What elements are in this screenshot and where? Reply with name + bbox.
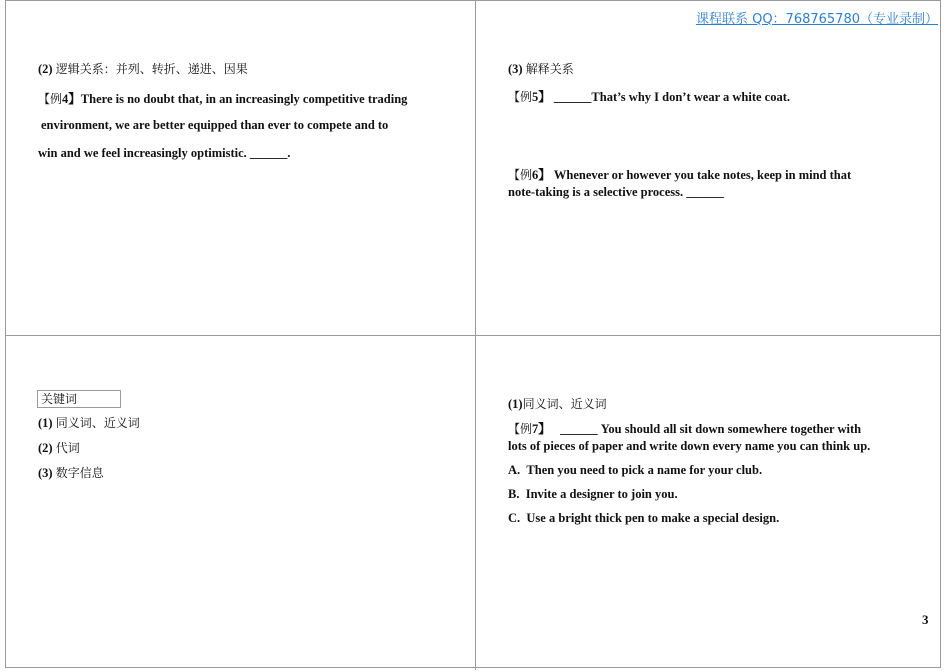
- item-text: 代词: [55, 441, 80, 455]
- page-number: 3: [922, 612, 929, 627]
- keyword-item: [38, 464, 104, 481]
- heading-number: (1): [508, 397, 523, 411]
- example-6-line-1: [508, 165, 851, 183]
- explanation-heading: [508, 60, 574, 77]
- example-text: ______ You should all sit down somewhere together with: [560, 422, 862, 436]
- example-prefix: 【例: [508, 90, 533, 104]
- keyword-item: [38, 439, 80, 456]
- example-4-line-3: win and we feel increasingly optimistic. ______.: [38, 146, 291, 160]
- example-number: 5】: [532, 90, 551, 104]
- example-6-line-2: note-taking is a selective process. ______: [508, 185, 724, 199]
- heading-text: 解释关系: [525, 62, 574, 76]
- option-a: [508, 463, 762, 478]
- example-number: 7】: [532, 422, 551, 436]
- example-4-line-2: environment, we are better equipped than ever to compete and to: [41, 118, 389, 132]
- option-c: [508, 511, 779, 526]
- option-text: Use a bright thick pen to make a special design.: [526, 511, 780, 525]
- example-7-line-1: [508, 419, 861, 437]
- keyword-item: [38, 414, 140, 431]
- example-number: 6】: [532, 168, 551, 182]
- example-text: Whenever or however you take notes, keep in mind that: [553, 168, 852, 182]
- heading-number: (2): [38, 62, 53, 76]
- example-7-line-2: lots of pieces of paper and write down every name you can think up.: [508, 439, 871, 453]
- item-text: 数字信息: [55, 466, 104, 480]
- option-letter: B.: [508, 487, 520, 501]
- example-text: ______That’s why I don’t wear a white coat.: [553, 90, 791, 104]
- item-number: (3): [38, 466, 53, 480]
- option-letter: A.: [508, 463, 521, 477]
- synonym-heading: [508, 395, 607, 412]
- example-text: There is no doubt that, in an increasingly competitive trading: [80, 92, 408, 106]
- example-prefix: 【例: [508, 422, 533, 436]
- option-letter: C.: [508, 511, 521, 525]
- item-number: (1): [38, 416, 53, 430]
- logic-relation-heading: [38, 60, 248, 77]
- example-number: 4】: [62, 92, 81, 106]
- example-5: [508, 87, 790, 105]
- option-text: Then you need to pick a name for your club.: [526, 463, 763, 477]
- item-number: (2): [38, 441, 53, 455]
- example-prefix: 【例: [38, 92, 63, 106]
- example-4-line-1: [38, 89, 407, 107]
- item-text: 同义词、近义词: [55, 416, 140, 430]
- course-contact-link[interactable]: 课程联系 QQ：768765780（专业录制）: [695, 12, 938, 27]
- keyword-label: 关键词: [37, 390, 121, 408]
- heading-text: 同义词、近义词: [522, 397, 607, 411]
- example-prefix: 【例: [508, 168, 533, 182]
- heading-text: 逻辑关系：并列、转折、递进、因果: [55, 62, 248, 76]
- horizontal-divider: [5, 335, 941, 336]
- heading-number: (3): [508, 62, 523, 76]
- option-b: [508, 487, 678, 502]
- option-text: Invite a designer to join you.: [525, 487, 678, 501]
